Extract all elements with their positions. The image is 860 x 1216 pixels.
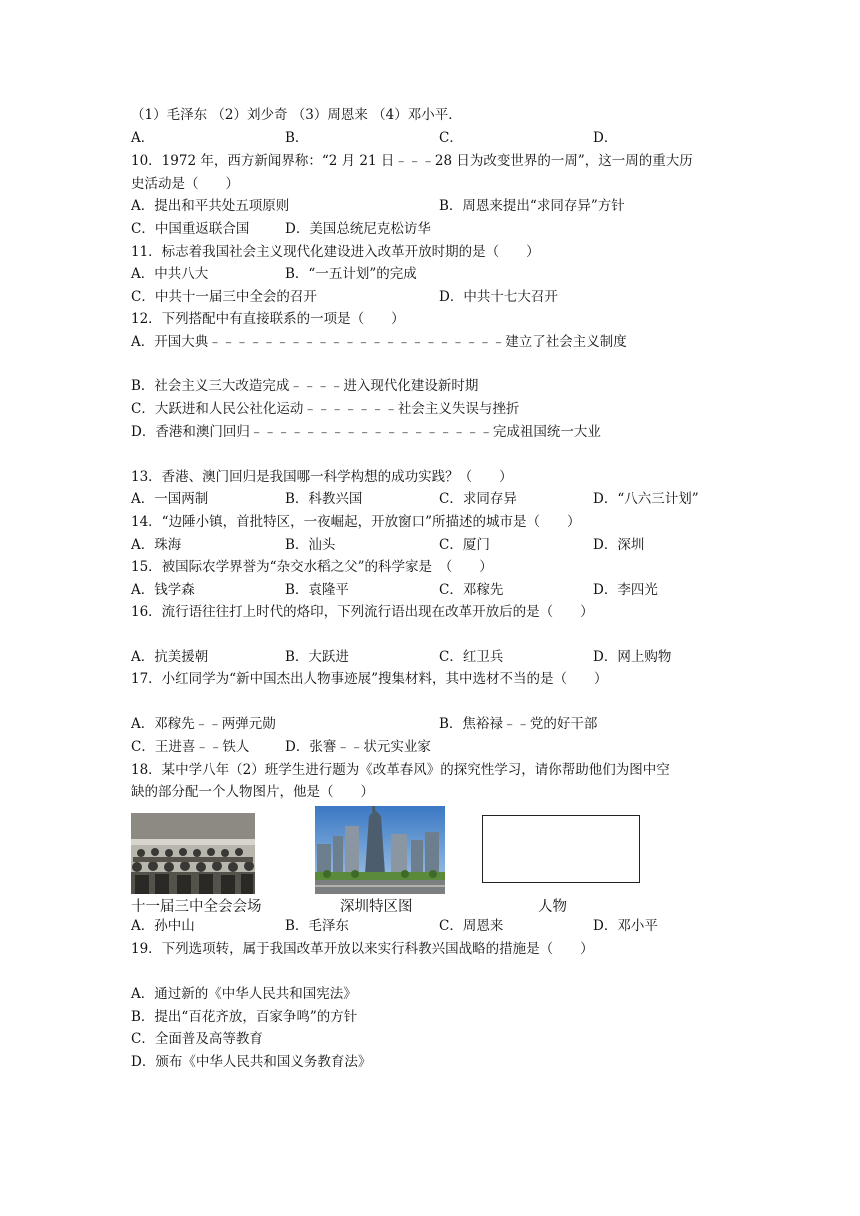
q9-names: （1）毛泽东 （2）刘少奇 （3）周恩来 （4）邓小平． bbox=[131, 107, 462, 123]
q11-option-a[interactable]: A．中共八大 bbox=[131, 266, 209, 282]
q13-option-c[interactable]: C．求同存异 bbox=[439, 491, 517, 507]
q19-option-b[interactable]: B．提出“百花齐放，百家争鸣”的方针 bbox=[131, 1009, 358, 1025]
q10-stem-line2: 史活动是（ ） bbox=[131, 176, 239, 192]
q14-option-d[interactable]: D．深圳 bbox=[593, 537, 645, 553]
q15-option-b[interactable]: B．袁隆平 bbox=[285, 582, 349, 598]
q15-option-a[interactable]: A．钱学森 bbox=[131, 582, 195, 598]
q16-option-d[interactable]: D．网上购物 bbox=[593, 649, 672, 665]
q12-option-d[interactable]: D．香港和澳门回归﹣﹣﹣﹣﹣﹣﹣﹣﹣﹣﹣﹣﹣﹣﹣﹣﹣﹣完成祖国统一大业 bbox=[131, 424, 601, 440]
q11-option-b[interactable]: B．“一五计划”的完成 bbox=[285, 266, 417, 282]
q16-stem: 16．流行语往往打上时代的烙印，下列流行语出现在改革开放后的是（ ） bbox=[131, 604, 594, 620]
q9-option-a[interactable]: A． bbox=[131, 130, 155, 146]
person-placeholder-box bbox=[482, 815, 640, 883]
q9-option-b[interactable]: B． bbox=[285, 130, 309, 146]
q9-option-d[interactable]: D． bbox=[593, 130, 618, 146]
q17-option-a[interactable]: A．邓稼先﹣﹣两弹元勋 bbox=[131, 716, 276, 732]
q18-stem-line2: 缺的部分配一个人物图片，他是（ ） bbox=[131, 784, 374, 800]
q14-option-b[interactable]: B．汕头 bbox=[285, 537, 336, 553]
q10-option-d[interactable]: D．美国总统尼克松访华 bbox=[285, 221, 431, 237]
q12-option-c[interactable]: C．大跃进和人民公社化运动﹣﹣﹣﹣﹣﹣﹣社会主义失误与挫折 bbox=[131, 401, 520, 417]
photo-caption-shenzhen: 深圳特区图 bbox=[340, 899, 413, 915]
q10-option-c[interactable]: C．中国重返联合国 bbox=[131, 221, 250, 237]
q14-option-c[interactable]: C．厦门 bbox=[439, 537, 490, 553]
q11-option-d[interactable]: D．中共十七大召开 bbox=[439, 289, 558, 305]
shenzhen-skyline-image bbox=[315, 806, 445, 894]
plenum-meeting-photo bbox=[131, 813, 255, 894]
photo-caption-plenum: 十一届三中全会会场 bbox=[131, 899, 262, 915]
q19-option-c[interactable]: C．全面普及高等教育 bbox=[131, 1031, 263, 1047]
q15-stem: 15．被国际农学界誉为“杂交水稻之父”的科学家是 （ ） bbox=[131, 559, 493, 575]
q17-option-c[interactable]: C．王进喜﹣﹣铁人 bbox=[131, 739, 250, 755]
q15-option-c[interactable]: C．邓稼先 bbox=[439, 582, 504, 598]
q17-option-b[interactable]: B．焦裕禄﹣﹣党的好干部 bbox=[439, 716, 598, 732]
q12-option-b[interactable]: B．社会主义三大改造完成﹣﹣﹣﹣进入现代化建设新时期 bbox=[131, 378, 479, 394]
q19-option-a[interactable]: A．通过新的《中华人民共和国宪法》 bbox=[131, 986, 357, 1002]
q18-option-a[interactable]: A．孙中山 bbox=[131, 918, 195, 934]
q18-option-b[interactable]: B．毛泽东 bbox=[285, 918, 349, 934]
q19-option-d[interactable]: D．颁布《中华人民共和国义务教育法》 bbox=[131, 1054, 372, 1070]
q9-option-c[interactable]: C． bbox=[439, 130, 463, 146]
q15-option-d[interactable]: D．李四光 bbox=[593, 582, 658, 598]
q13-option-b[interactable]: B．科教兴国 bbox=[285, 491, 363, 507]
q10-stem-line1: 10．1972 年，西方新闻界称：“2 月 21 日﹣﹣﹣28 日为改变世界的一周”，这一周的重大历 bbox=[131, 153, 693, 169]
meeting-hall-image bbox=[131, 813, 255, 894]
q13-option-a[interactable]: A．一国两制 bbox=[131, 491, 209, 507]
q11-stem: 11．标志着我国社会主义现代化建设进入改革开放时期的是（ ） bbox=[131, 244, 540, 260]
q18-option-c[interactable]: C．周恩来 bbox=[439, 918, 504, 934]
q14-stem: 14．“边陲小镇，首批特区，一夜崛起，开放窗口”所描述的城市是（ ） bbox=[131, 514, 581, 530]
q13-option-d[interactable]: D．“八六三计划” bbox=[593, 491, 699, 507]
q12-option-a[interactable]: A．开国大典﹣﹣﹣﹣﹣﹣﹣﹣﹣﹣﹣﹣﹣﹣﹣﹣﹣﹣﹣﹣﹣﹣建立了社会主义制度 bbox=[131, 334, 627, 350]
photo-caption-person: 人物 bbox=[538, 899, 567, 915]
q17-stem: 17．小红同学为“新中国杰出人物事迹展”搜集材料，其中选材不当的是（ ） bbox=[131, 671, 608, 687]
q13-stem: 13．香港、澳门回归是我国哪一科学构想的成功实践？（ ） bbox=[131, 469, 513, 485]
q10-option-b[interactable]: B．周恩来提出“求同存异”方针 bbox=[439, 198, 625, 214]
q18-option-d[interactable]: D．邓小平 bbox=[593, 918, 658, 934]
q14-option-a[interactable]: A．珠海 bbox=[131, 537, 182, 553]
shenzhen-city-photo bbox=[315, 806, 445, 894]
q19-stem: 19．下列选项转，属于我国改革开放以来实行科教兴国战略的措施是（ ） bbox=[131, 941, 594, 957]
q17-option-d[interactable]: D．张謇﹣﹣状元实业家 bbox=[285, 739, 431, 755]
q10-option-a[interactable]: A．提出和平共处五项原则 bbox=[131, 198, 290, 214]
q11-option-c[interactable]: C．中共十一届三中全会的召开 bbox=[131, 289, 317, 305]
q18-stem-line1: 18．某中学八年（2）班学生进行题为《改革春风》的探究性学习，请你帮助他们为图中空 bbox=[131, 762, 670, 778]
q16-option-b[interactable]: B．大跃进 bbox=[285, 649, 349, 665]
q12-stem: 12．下列搭配中有直接联系的一项是（ ） bbox=[131, 311, 405, 327]
q16-option-c[interactable]: C．红卫兵 bbox=[439, 649, 504, 665]
q16-option-a[interactable]: A．抗美援朝 bbox=[131, 649, 209, 665]
